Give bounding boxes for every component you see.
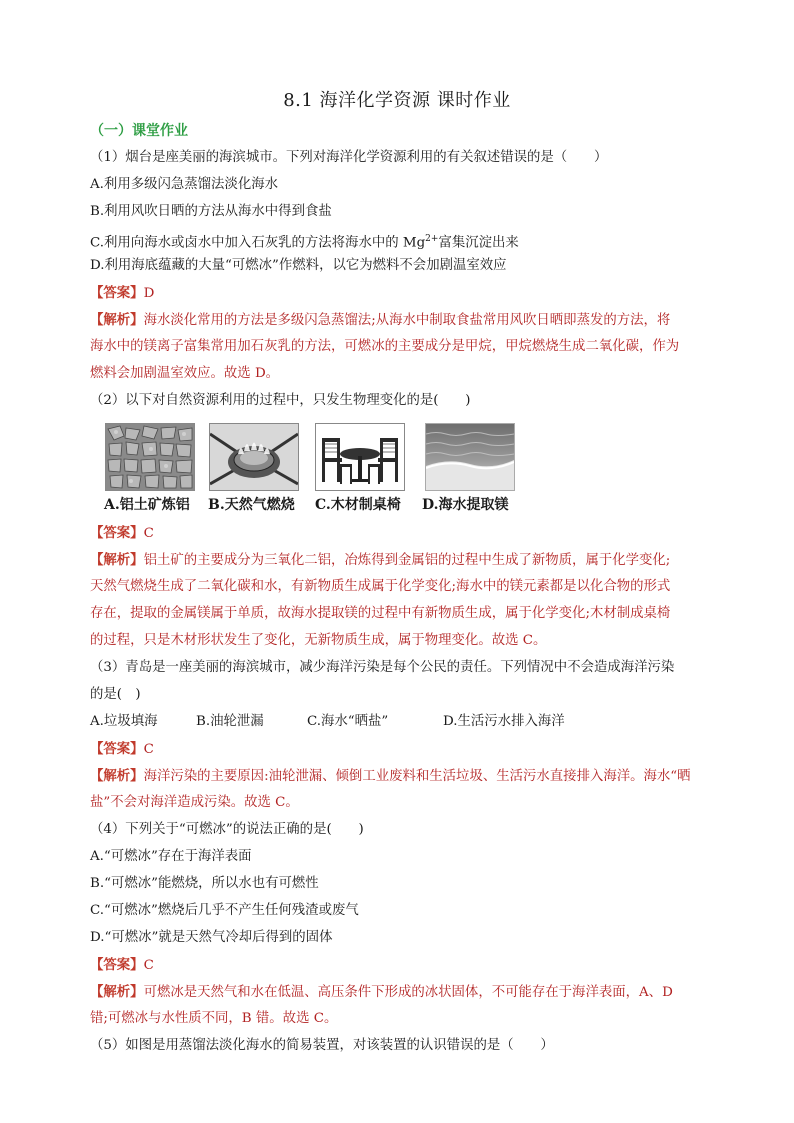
- q2-image-row: [105, 423, 525, 495]
- q1-explain-line: 【解析】海水淡化常用的方法是多级闪急蒸馏法;从海水中制取食盐常用风吹日晒即蒸发的方法，将: [90, 312, 671, 328]
- q3-stem: （3）青岛是一座美丽的海滨城市，减少海洋污染是每个公民的责任。下列情况中不会造成海洋污染: [90, 660, 675, 675]
- q1-option-c: C.利用向海水或卤水中加入石灰乳的方法将海水中的 $Mg^{2+}$富集沉淀出来: [90, 234, 519, 251]
- q4-option-a: A.“可燃冰”存在于海洋表面: [90, 849, 252, 864]
- q3-explain-line: 盐”不会对海洋造成污染。故选 C。: [90, 795, 299, 810]
- q2-explain-line: 【解析】铝土矿的主要成分为三氧化二铝，冶炼得到金属铝的过程中生成了新物质，属于化学变化;: [90, 552, 671, 568]
- table-chairs-image: [315, 423, 405, 491]
- section-heading: （一）课堂作业: [90, 123, 188, 139]
- q2-caption-b: B.天然气燃烧: [208, 497, 295, 513]
- q1-stem: （1）烟台是座美丽的海滨城市。下列对海洋化学资源利用的有关叙述错误的是（ ）: [90, 150, 608, 165]
- q3-answer: 【答案】C: [90, 741, 154, 757]
- q3-option-d: D.生活污水排入海洋: [443, 714, 565, 729]
- q3-option-c: C.海水“晒盐”: [307, 714, 389, 729]
- q3-stem-cont: 的是( ): [90, 687, 141, 702]
- seawater-image: [425, 423, 515, 491]
- q5-stem: （5）如图是用蒸馏法淡化海水的简易装置，对该装置的认识错误的是（ ）: [90, 1038, 554, 1053]
- q4-stem: （4）下列关于“可燃冰”的说法正确的是( ): [90, 822, 364, 837]
- q3-option-b: B.油轮泄漏: [196, 714, 264, 729]
- q1-option-a: A.利用多级闪急蒸馏法淡化海水: [90, 177, 279, 192]
- q2-explain-line: 天然气燃烧生成了二氧化碳和水，有新物质生成属于化学变化;海水中的镁元素都是以化合物的形式: [90, 579, 671, 594]
- q2-explain-line: 存在，提取的金属镁属于单质，故海水提取镁的过程中有新物质生成，属于化学变化;木材制成桌椅: [90, 606, 671, 621]
- q2-explain-line: 的过程，只是木材形状发生了变化，无新物质生成，属于物理变化。故选 C。: [90, 633, 547, 648]
- q2-caption-d: D.海水提取镁: [422, 497, 509, 513]
- q4-explain-line: 错;可燃冰与水性质不同，B 错。故选 C。: [90, 1011, 338, 1026]
- q2-caption-c: C.木材制桌椅: [315, 497, 401, 513]
- q4-explain-line: 【解析】可燃冰是天然气和水在低温、高压条件下形成的冰状固体，不可能存在于海洋表面，A、D: [90, 984, 673, 1000]
- q1-answer: 【答案】D: [90, 285, 155, 301]
- q3-explain-line: 【解析】海洋污染的主要原因:油轮泄漏、倾倒工业废料和生活垃圾、生活污水直接排入海洋。海水“晒: [90, 768, 691, 784]
- q2-answer: 【答案】C: [90, 525, 154, 541]
- q2-caption-a: A.铝土矿炼铝: [104, 497, 190, 513]
- q1-option-d: D.利用海底蕴藏的大量“可燃冰”作燃料，以它为燃料不会加剧温室效应: [90, 258, 507, 273]
- q1-option-b: B.利用风吹日晒的方法从海水中得到食盐: [90, 204, 332, 219]
- q4-answer: 【答案】C: [90, 957, 154, 973]
- q1-explain-line: 海水中的镁离子富集常用加石灰乳的方法，可燃冰的主要成分是甲烷，甲烷燃烧生成二氧化碳，作为: [90, 339, 680, 354]
- q2-stem: （2）以下对自然资源利用的过程中，只发生物理变化的是( ): [90, 393, 471, 408]
- q1-explain-line: 燃料会加剧温室效应。故选 D。: [90, 366, 280, 381]
- page-title: 8.1 海洋化学资源 课时作业: [283, 90, 511, 111]
- q4-option-c: C.“可燃冰”燃烧后几乎不产生任何残渣或废气: [90, 903, 359, 918]
- q4-option-d: D.“可燃冰”就是天然气冷却后得到的固体: [90, 930, 333, 945]
- q4-option-b: B.“可燃冰”能燃烧，所以水也有可燃性: [90, 876, 319, 891]
- bauxite-ore-image: [105, 423, 195, 491]
- q3-option-a: A.垃圾填海: [90, 714, 158, 729]
- gas-burner-image: [209, 423, 299, 491]
